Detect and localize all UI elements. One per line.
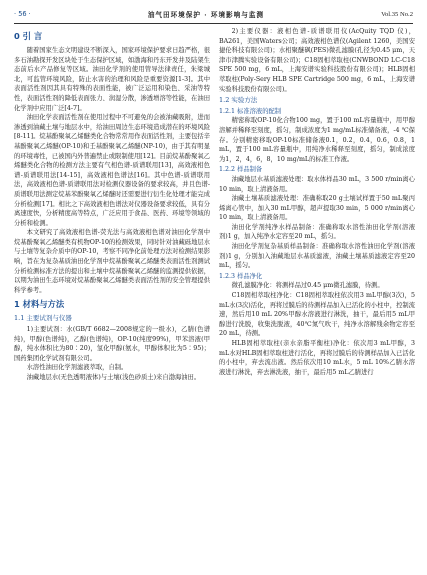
subsection-1-1-heading: 1.1 主要试剂与仪器: [14, 314, 72, 323]
page-number: · 56 ·: [14, 10, 31, 18]
membrane-purification-paragraph: 微孔滤膜净化：将测样品过0.45 μm微孔滤膜，待测。: [231, 282, 384, 290]
running-header: [14, 7, 413, 21]
subsection-1-2-2-heading: 1.2.2 样品制备: [219, 166, 263, 174]
standard-solution-paragraph: 精密称取OP-10化合物100 mg，置于100 mL容量瓶中，用甲醇溶解并稀释至刻度，摇匀，制成浓度为1 mg/mL标准储备液，-4 ℃保存。分别精密移取OP-10标准储备液0.1，0.2，0.4，0.6，0.8，1 mL，置于100 mL容量瓶中，用纯净水稀释至刻度，摇匀，制成浓度为1，2，4，6，8，10 mg/mL的标准工作液。: [219, 117, 415, 163]
c18-spe-paragraph: C18固相萃取柱净化：C18固相萃取柱依次用3 mL甲醇(3次)，5 mL水(3次)活化，再将过膜后的待测样品加入已活化的小柱中，控制流速，然后用10 mL 20%甲醇水溶液进行淋洗，抽干，最后用5 mL甲醇进行洗脱，收集洗脱液，40℃氮气吹干，纯净水溶解残余物定容至20 mL，待测。: [219, 292, 415, 338]
volume-issue: Vol.35 No.2: [381, 10, 413, 18]
soil-matrix-paragraph: 油藏土壤基质滤液处理：准确称取20 g土壤试样置于50 mL聚丙烯离心管中，加入30 mL甲醇，超声提取30 min，5 000 r/min离心10 min，取上清液备用。: [219, 195, 415, 222]
intro-paragraph-1: 随着国家生态文明建设不断深入，国家环境保护要求日趋严格，很多石油勘探开发区块处于生态保护区域，如渤海和丹东开发井及陆架生态前后水产品修复等区域。油田化学剂的使用管导法律责任，朱梁城北，可监管环境风险，防止水害的治理和风险是重要资源[1-3]。其中表面活性剂因其具有特殊的表面性能，被广泛运用和染色、采油等特性，表面活性剂的降低表面张力、润湿分散，渗透增溶等性能，在油田化学剂中应用广泛[4-7]。: [14, 47, 210, 112]
intro-paragraph-3: 本文研究了高效液相色谱-荧光法与高效液相色谱对油田化学剂中烷基酚聚氧乙烯醚类有机物OP-10的检测效果，同时针对油藏砾地层水与土壤等复杂介质中的OP-10，考察不同净化前处理方法对检测结果影响，旨在为复杂基质油田化学剂中烷基酚聚氧乙烯醚类表面活性剂测试分析检测标准方法的提出和土壤中烷基酚聚氧乙烯醚的监测提供依据，以期为油田生态环境对烷基酚聚氧乙烯醚类表面活性剂的安全管理提供科学参考。: [14, 229, 210, 294]
chemical-agent-paragraph: 水溶性油田化学剂滤液萃取，自制。: [26, 364, 128, 372]
header-rule: [14, 23, 413, 24]
hlb-spe-paragraph: HLB固相萃取柱(亲水亲脂平衡柱)净化：依次用3 mL甲醇，3 mL水对HLB固相萃取柱进行活化，再将过膜后的待测样品加入已活化的小柱中，弃去流出液。然后依次用10 mL水，5 mL 10%乙腈水溶液进行淋洗，弃去淋洗液，抽干，最后用5 mL乙腈进行: [219, 340, 415, 376]
subsection-1-2-heading: 1.2 实验方法: [219, 96, 258, 105]
methods-heading: 1 材料与方法: [14, 299, 65, 310]
pure-water-sample-paragraph: 油田化学剂纯净水样品制备：准确称取水溶性油田化学剂(溶液剂)1 g，加入纯净水定容至20 mL，摇匀。: [219, 223, 415, 241]
reagents-paragraph: 1)主要试剂：水(GB/T 6682—2008规定的一级水)，乙腈(色谱纯)，甲醇(色谱纯)，乙醇(色谱纯)，OP-10(纯度99%)，甲苯溶液(甲醇，纯水体积比为80∶20)，氢化甲醇(氨水，甲醇体积比为5∶95)；国药集团化学试剂有限公司。: [14, 326, 210, 362]
right-column: [219, 27, 415, 377]
water-matrix-paragraph: 油藏地层水基质滤液处理：取水体样品30 mL，3 500 r/min离心10 min，取上清液备用。: [219, 175, 415, 193]
intro-paragraph-2: 油田化学表面活性剂在使用过程中不可避免的会被油藏吸附，进而渗透到油藏土壤与地层水中，给油田周边生态环境造成潜在的环境风险[8-11]。烷基酚聚氧乙烯醚类化合物常常用作表面活性剂，主要包括辛基酚聚氧乙烯醚(OP-10)和壬基酚聚氧乙烯醚(NP-10)，由于其有明显的环境毒性，已被国内外普遍禁止或限制使用[12]。目前烷基酚聚氧乙烯醚类化合物的检测方法主要有气相色谱-质谱联用[13]，高效液相色谱-质谱联用法[14-15]，高效液相色谱法[16]。其中色谱-质谱联用法，高效液相色谱-质谱联用法对检测仪器设备的要求较高，并且色谱-质谱联用法测定烷基苯酚聚氧乙烯醚时还需要进行衍生化处理才能完成分析检测[17]。相比之下高效液相色谱法对仪器设备要求较低，具有分离速度快，分析精度高等特点，广泛应用于食品、医药、环境等领域的分析和检测。: [14, 114, 210, 227]
sample-source-paragraph: 油藏地层水(无色透明液体)与土壤(浅色砂质土)来自渤海油田。: [26, 374, 201, 381]
intro-heading: 0 引 言: [14, 31, 43, 41]
subsection-1-2-1-heading: 1.2.1 标准溶液的配制: [219, 107, 282, 115]
complex-matrix-sample-paragraph: 油田化学剂复杂基质样品制备：准确称取水溶性油田化学剂(溶液剂)1 g，分别加入油藏地层水基质滤液，油藏土壤基质滤液定容至20 mL，摇匀。: [219, 243, 415, 270]
journal-title: 油气田环境保护 · 环境影响与监测: [147, 11, 265, 19]
left-column: [14, 27, 210, 383]
subsection-1-2-3-heading: 1.2.3 样品净化: [219, 272, 263, 280]
instruments-paragraph: 2)主要仪器：液相色谱-质谱联用仪(AcQuity TQD 仪)，BA261，美国Waters公司；高效液相色谱仪(Agilent 1260，美国安捷伦科技有限公司)；水相聚醚砜(PES)微孔滤膜(孔径为0.45 μm，天津市津腾实验设备有限公司)；C18固相萃取柱(CNWBOND LC-C18 SPE 500 mg，6 mL，上海安谱实验科技股份有限公司)；HLB固相萃取柱(Poly-Sery HLB SPE Cartridge 500 mg，6 mL，上海安谱实验科技股份有限公司)。: [219, 28, 415, 93]
